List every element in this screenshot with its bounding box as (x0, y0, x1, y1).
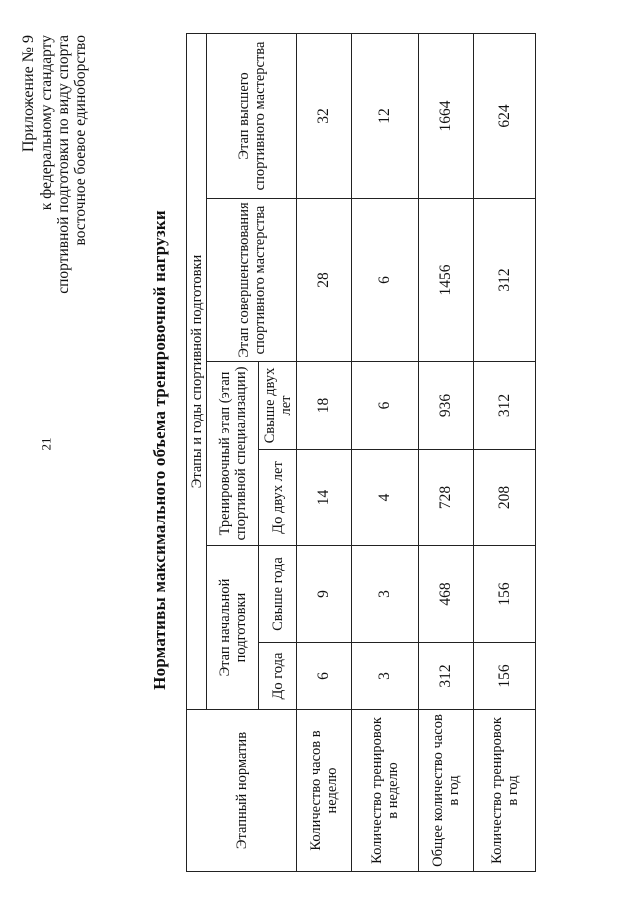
table-cell: 3 (352, 643, 419, 710)
header-highest-stage: Этап высшего спортивного мастерства (207, 33, 297, 198)
table-cell: 1456 (419, 199, 474, 362)
table-cell: 156 (474, 546, 536, 643)
row-label: Количество тренировок в неделю (352, 710, 419, 872)
table-cell: 12 (352, 33, 419, 198)
row-label: Количество тренировок в год (474, 710, 536, 872)
header-norm: Этапный норматив (187, 710, 297, 872)
header-initial-over-year: Свыше года (259, 546, 297, 643)
table-row (297, 33, 352, 871)
appendix-line: к федеральному стандарту (38, 35, 55, 211)
header-improvement-stage: Этап совершенствования спортивного мастерства (207, 199, 297, 362)
table-row (352, 33, 419, 871)
table-cell: 9 (297, 546, 352, 643)
table-cell: 1664 (419, 33, 474, 198)
appendix-header (20, 35, 89, 405)
row-label: Количество часов в неделю (297, 710, 352, 872)
table-header-row (187, 33, 207, 871)
table-row (474, 33, 536, 871)
table-cell: 6 (297, 643, 352, 710)
table-cell: 4 (352, 450, 419, 546)
table-cell: 18 (297, 362, 352, 450)
table-cell: 32 (297, 33, 352, 198)
document-title: Нормативы максимального объема тренировочной нагрузки (150, 210, 169, 690)
page-number: 21 (38, 437, 54, 451)
table-cell: 936 (419, 362, 474, 450)
table-row (419, 33, 474, 871)
table-cell: 468 (419, 546, 474, 643)
table-cell: 208 (474, 450, 536, 546)
appendix-line: восточное боевое единоборство (72, 35, 89, 246)
table-cell: 28 (297, 199, 352, 362)
header-training-stage: Тренировочный этап (этап спортивной специализации) (207, 362, 259, 546)
row-label: Общее количество часов в год (419, 710, 474, 872)
table-cell: 312 (474, 362, 536, 450)
table-cell: 14 (297, 450, 352, 546)
table-cell: 6 (352, 362, 419, 450)
header-training-up-to-two: До двух лет (259, 450, 297, 546)
header-stages: Этапы и годы спортивной подготовки (187, 33, 207, 709)
appendix-line: спортивной подготовки по виду спорта (55, 35, 72, 294)
table-cell: 728 (419, 450, 474, 546)
table-cell: 312 (474, 199, 536, 362)
header-training-over-two: Свыше двух лет (259, 362, 297, 450)
table-cell: 624 (474, 33, 536, 198)
appendix-number: Приложение № 9 (20, 35, 37, 153)
table-cell: 3 (352, 546, 419, 643)
table-cell: 312 (419, 643, 474, 710)
header-initial-stage: Этап начальной подготовки (207, 546, 259, 710)
training-load-table (186, 33, 536, 872)
table-cell: 6 (352, 199, 419, 362)
header-initial-up-to-year: До года (259, 643, 297, 710)
table-cell: 156 (474, 643, 536, 710)
